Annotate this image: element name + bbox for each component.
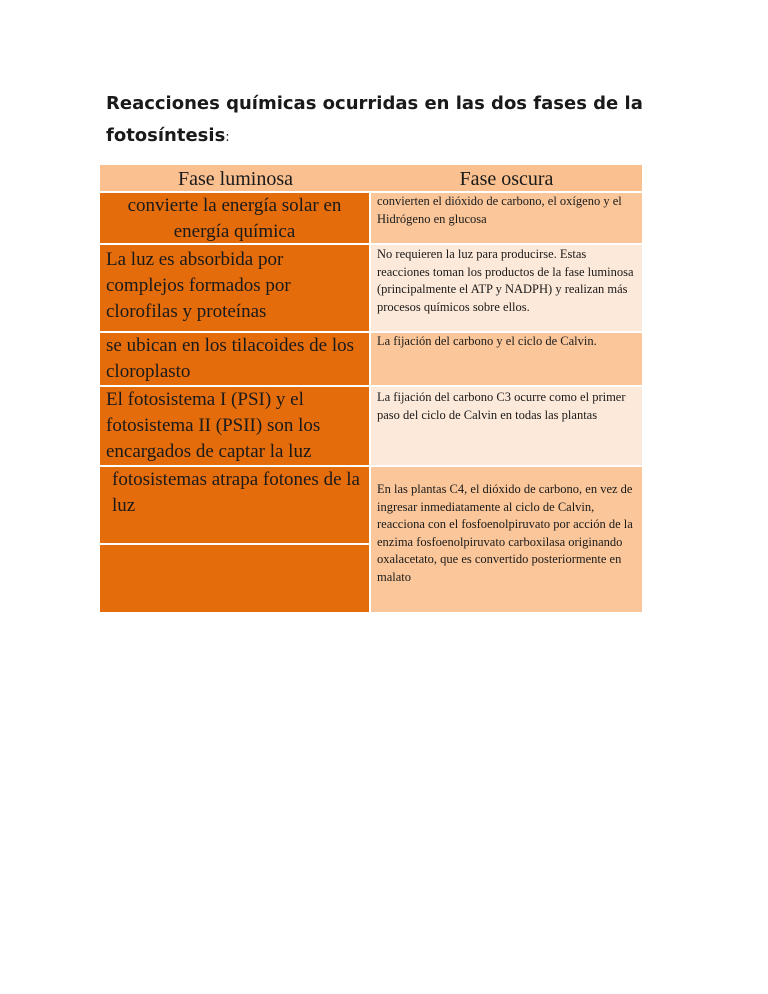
header-fase-oscura: Fase oscura [459, 168, 554, 190]
oscura-cell: La fijación del carbono y el ciclo de Calvin. [371, 333, 642, 385]
table-header-row [100, 165, 642, 191]
oscura-cell: La fijación del carbono C3 ocurre como el primer paso del ciclo de Calvin en todas las plantas [371, 387, 642, 465]
table-row [100, 243, 642, 331]
table-row [100, 191, 642, 243]
table-row [100, 385, 642, 465]
table-row [100, 331, 642, 385]
oscura-cell: En las plantas C4, el dióxido de carbono, en vez de ingresar inmediatamente al ciclo de Calvin, reacciona con el fosfoenolpiruvato por acción de la enzima fosfoenolpiruvato carboxilasa originando oxalacetato, que es convertido posteriormente en malato [371, 481, 642, 612]
document-title-colon: : [225, 130, 230, 145]
header-fase-luminosa: Fase luminosa [178, 168, 293, 190]
document-title [106, 88, 666, 154]
document-title-text: Reacciones químicas ocurridas en las dos fases de la fotosíntesis [106, 93, 643, 146]
oscura-cell: No requieren la luz para producirse. Estas reacciones toman los productos de la fase luminosa (principalmente el ATP y NADPH) y realizan más procesos químicos sobre ellos. [371, 245, 642, 331]
oscura-cell: convierten el dióxido de carbono, el oxígeno y el Hidrógeno en glucosa [371, 193, 642, 243]
luminosa-cell: fotosistemas atrapa fotones de la luz [100, 467, 371, 543]
luminosa-cell: La luz es absorbida por complejos formados por clorofilas y proteínas [100, 245, 371, 331]
luminosa-cell: se ubican en los tilacoides de los cloroplasto [100, 333, 371, 385]
luminosa-cell: El fotosistema I (PSI) y el fotosistema II (PSII) son los encargados de captar la luz [100, 387, 371, 465]
photosynthesis-table [100, 165, 642, 612]
luminosa-cell: convierte la energía solar en energía química [100, 193, 371, 243]
luminosa-cell [100, 543, 371, 612]
